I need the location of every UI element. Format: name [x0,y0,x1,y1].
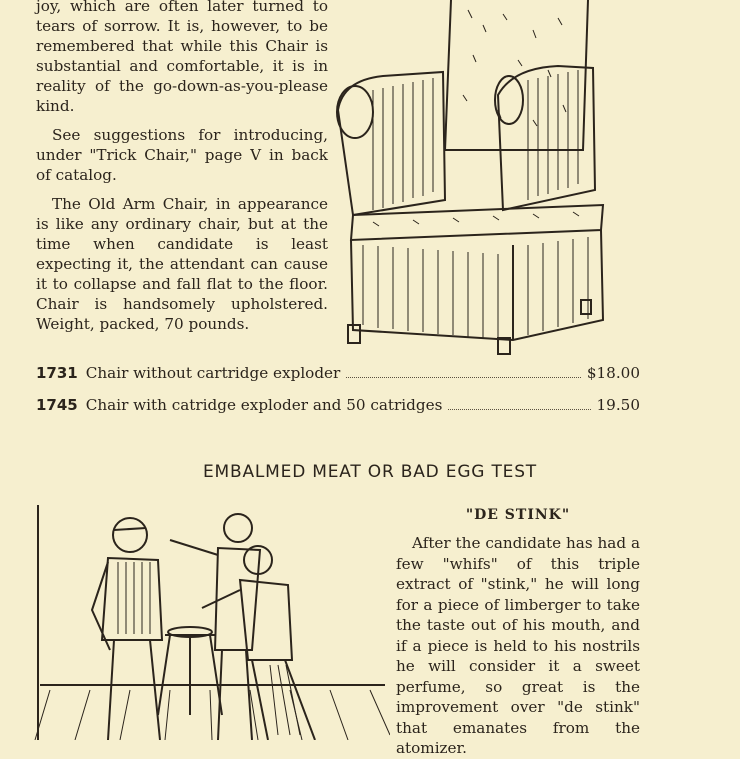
product-number: 1745 [36,396,78,414]
suggestion-paragraph: See suggestions for introducing, under "Trick Chair," page V in back of catalog. [36,126,328,184]
leader-dots [448,397,590,410]
leader-dots [346,365,581,378]
product-number: 1731 [36,364,78,382]
sub-heading: "DE STINK" [465,507,571,523]
product-description: Chair with catridge exploder and 50 catridges [85,396,443,414]
stink-paragraph: After the candidate has had a few "whifs" of this triple extract of "stink," he will long for a piece of limberger to take the taste out of his mouth, and if a piece is held to his nostrils he will consider it a sweet perfume, so great is the improvement over "de stink" that emanates from the atomizer. [396,534,640,757]
product-row-1745 [36,396,640,418]
arm-chair-illustration [333,0,643,360]
product-description: Chair without cartridge exploder [85,364,341,382]
product-row-1731 [36,364,640,386]
product-price: 19.50 [596,396,640,414]
section-heading: EMBALMED MEAT OR BAD EGG TEST [203,462,537,482]
product-price: $18.00 [586,364,640,382]
bad-egg-test-illustration [30,500,390,740]
intro-paragraph: joy, which are often later turned to tears of sorrow. It is, however, to be remembered that while this Chair is substantial and comfortable, it is in reality of the go-down-as-you-please kind. [36,0,328,115]
description-paragraph: The Old Arm Chair, in appearance is like any ordinary chair, but at the time when candidate is least expecting it, the attendant can cause it to collapse and fall flat to the floor. Chair is handsomely upholstered. Weight, packed, 70 pounds. [36,195,328,333]
